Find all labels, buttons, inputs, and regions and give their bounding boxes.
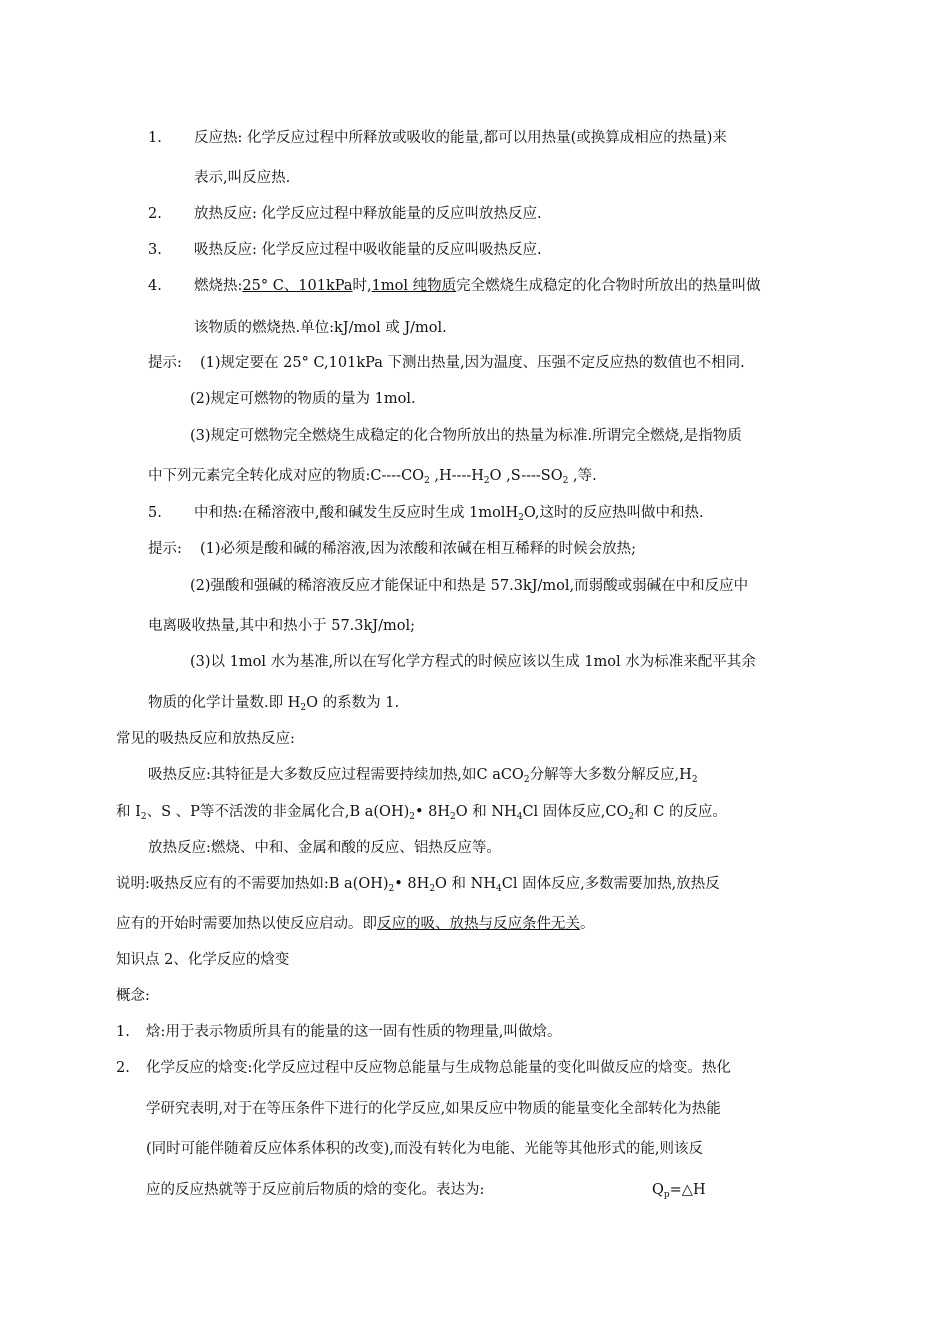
item-number: 4. — [148, 278, 162, 294]
enthalpy-change-text-4: 应的反应热就等于反应前后物质的焓的变化。表达为: — [146, 1182, 485, 1198]
section-title: 知识点 2、化学反应的焓变 — [116, 952, 290, 968]
enthalpy-definition: 焓:用于表示物质所具有的能量的这一固有性质的物理量,叫做焓。 — [146, 1024, 562, 1040]
item-2-text: 放热反应: 化学反应过程中释放能量的反应叫放热反应. — [194, 206, 542, 222]
tip-1-point-3-cont: 中下列元素完全转化成对应的物质$:C----CO_2$ $,H----H_2O$ $,S----SO_2$ ,等. — [148, 468, 597, 486]
item-4-text: 燃烧热:25° C、101kPa时,1mol 纯物质完全燃烧生成稳定的化合物时所放出的热量叫做 — [194, 278, 761, 294]
tip-2-point-3: (3)以 1mol 水为基准,所以在写化学方程式的时候应该以生成 1mol 水为标准来配平其余 — [190, 654, 756, 670]
item-number: 2. — [148, 206, 162, 222]
tip-1-point-2: (2)规定可燃物的物质的量为 1mol. — [190, 391, 416, 407]
item-4-text-cont: 该物质的燃烧热.单位:kJ/mol 或 J/mol. — [194, 320, 447, 336]
item-number: 1. — [116, 1024, 130, 1040]
section-heading: 常见的吸热反应和放热反应: — [116, 731, 295, 747]
note-text-cont: 应有的开始时需要加热以使反应启动。即反应的吸、放热与反应条件无关。 — [116, 916, 595, 932]
endothermic-text: 吸热反应:其特征是大多数反应过程需要持续加热,如C aCO$_2$分解等大多数分解反应$,H_2$ — [148, 767, 698, 785]
underlined-amount: 1mol 纯物质 — [371, 278, 457, 294]
exothermic-text: 放热反应:燃烧、中和、金属和酸的反应、铝热反应等。 — [148, 840, 501, 856]
tip-2-point-2-cont: 电离吸收热量,其中和热小于 57.3kJ/mol; — [148, 618, 415, 634]
item-number: 1. — [148, 130, 162, 146]
tip-2-point-2: (2)强酸和强碱的稀溶液反应才能保证中和热是 57.3kJ/mol,而弱酸或弱碱在中和反应中 — [190, 578, 749, 594]
note-text: 说明:吸热反应有的不需要加热如:B $a(OH)_2•$ $8H_2O$ 和 $NH_4Cl$ 固体反应,多数需要加热,放热反 — [116, 876, 720, 894]
enthalpy-change-text: 化学反应的焓变:化学反应过程中反应物总能量与生成物总能量的变化叫做反应的焓变。热化 — [146, 1060, 731, 1076]
tip-2-point-1: (1)必须是酸和碱的稀溶液,因为浓酸和浓碱在相互稀释的时候会放热; — [200, 541, 637, 557]
item-5-text: 中和热:在稀溶液中,酸和碱发生反应时生成 1molH$_2$O,这时的反应热叫做中和热. — [194, 505, 704, 523]
enthalpy-change-text-2: 学研究表明,对于在等压条件下进行的化学反应,如果反应中物质的能量变化全部转化为热能 — [146, 1101, 721, 1117]
concept-label: 概念: — [116, 988, 150, 1004]
tip-1-point-3: (3)规定可燃物完全燃烧生成稳定的化合物所放出的热量为标准.所谓完全燃烧,是指物质 — [190, 428, 742, 444]
endothermic-text-cont: 和 $I_2$、S 、P等不活泼的非金属化合,B $a(OH)_2•$ $8H_2O$ 和 $NH_4Cl$ 固体反应$,CO_2$和 C 的反应。 — [116, 804, 727, 822]
underlined-conclusion: 反应的吸、放热与反应条件无关 — [377, 916, 580, 932]
enthalpy-change-text-3: (同时可能伴随着反应体系体积的改变),而没有转化为电能、光能等其他形式的能,则该反 — [146, 1141, 704, 1157]
item-1-text-cont: 表示,叫反应热. — [194, 170, 291, 186]
tip-1-point-1: (1)规定要在 25° C,101kPa 下测出热量,因为温度、压强不定反应热的数值也不相同. — [200, 355, 745, 371]
tip-2-point-3-cont: 物质的化学计量数.即 $H_2O$ 的系数为 1. — [148, 695, 400, 713]
tip-label: 提示: — [148, 541, 182, 557]
item-number: 2. — [116, 1060, 130, 1076]
item-3-text: 吸热反应: 化学反应过程中吸收能量的反应叫吸热反应. — [194, 242, 542, 258]
underlined-condition: 25° C、101kPa — [242, 278, 353, 294]
item-1-text: 反应热: 化学反应过程中所释放或吸收的能量,都可以用热量(或换算成相应的热量)来 — [194, 130, 727, 146]
tip-label: 提示: — [148, 355, 182, 371]
item-number: 3. — [148, 242, 162, 258]
formula: $Q_p=\triangle H$ — [652, 1182, 706, 1200]
item-number: 5. — [148, 505, 162, 521]
